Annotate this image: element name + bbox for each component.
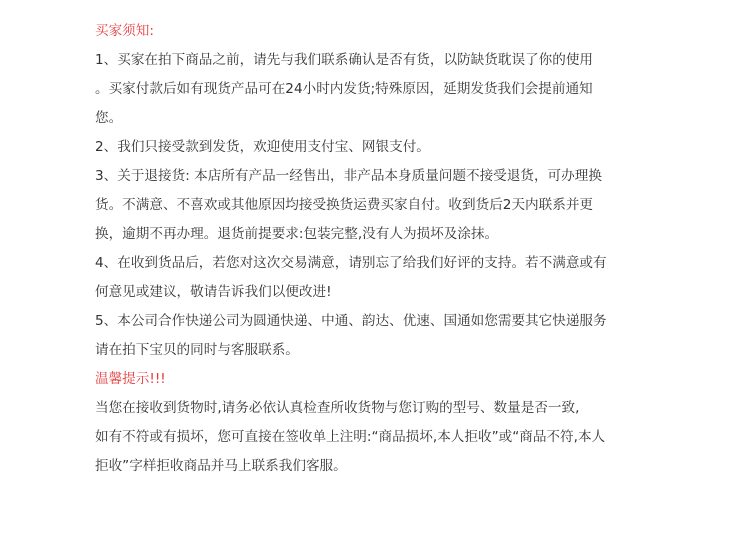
notice-line: 1、买家在拍下商品之前，请先与我们联系确认是否有货，以防缺货耽误了你的使用 <box>95 52 594 68</box>
notice-line: 5、本公司合作快递公司为圆通快递、中通、韵达、优速、国通如您需要其它快递服务 <box>95 313 607 329</box>
notice-line: 2、我们只接受款到发货，欢迎使用支付宝、网银支付。 <box>95 139 430 155</box>
notice-line: 货。不满意、不喜欢或其他原因均接受换货运费买家自付。收到货后2天内联系并更 <box>95 197 594 213</box>
notice-line: 3、关于退接货: 本店所有产品一经售出，非产品本身质量问题不接受退货，可办理换 <box>95 168 602 184</box>
notice-line: 4、在收到货品后，若您对这次交易满意，请别忘了给我们好评的支持。若不满意或有 <box>95 255 607 271</box>
notice-line: 何意见或建议，敬请告诉我们以便改进! <box>95 284 332 300</box>
notice-line: 您。 <box>95 110 123 126</box>
tips-line: 如有不符或有损坏，您可直接在签收单上注明:“商品损坏,本人拒收”或“商品不符,本人 <box>95 429 606 445</box>
tips-line: 当您在接收到货物时,请务必依认真检查所收货物与您订购的型号、数量是否一致, <box>95 400 580 416</box>
notice-heading: 买家须知: <box>95 23 154 39</box>
notice-line: 请在拍下宝贝的同时与客服联系。 <box>95 342 299 358</box>
tips-line: 拒收”字样拒收商品并马上联系我们客服。 <box>95 458 347 474</box>
notice-line: 。买家付款后如有现货产品可在24小时内发货;特殊原因，延期发货我们会提前通知 <box>95 81 593 97</box>
notice-line: 换，逾期不再办理。退货前提要求:包装完整,没有人为损坏及涂抹。 <box>95 226 499 242</box>
tips-heading: 温馨提示!!! <box>95 371 166 387</box>
